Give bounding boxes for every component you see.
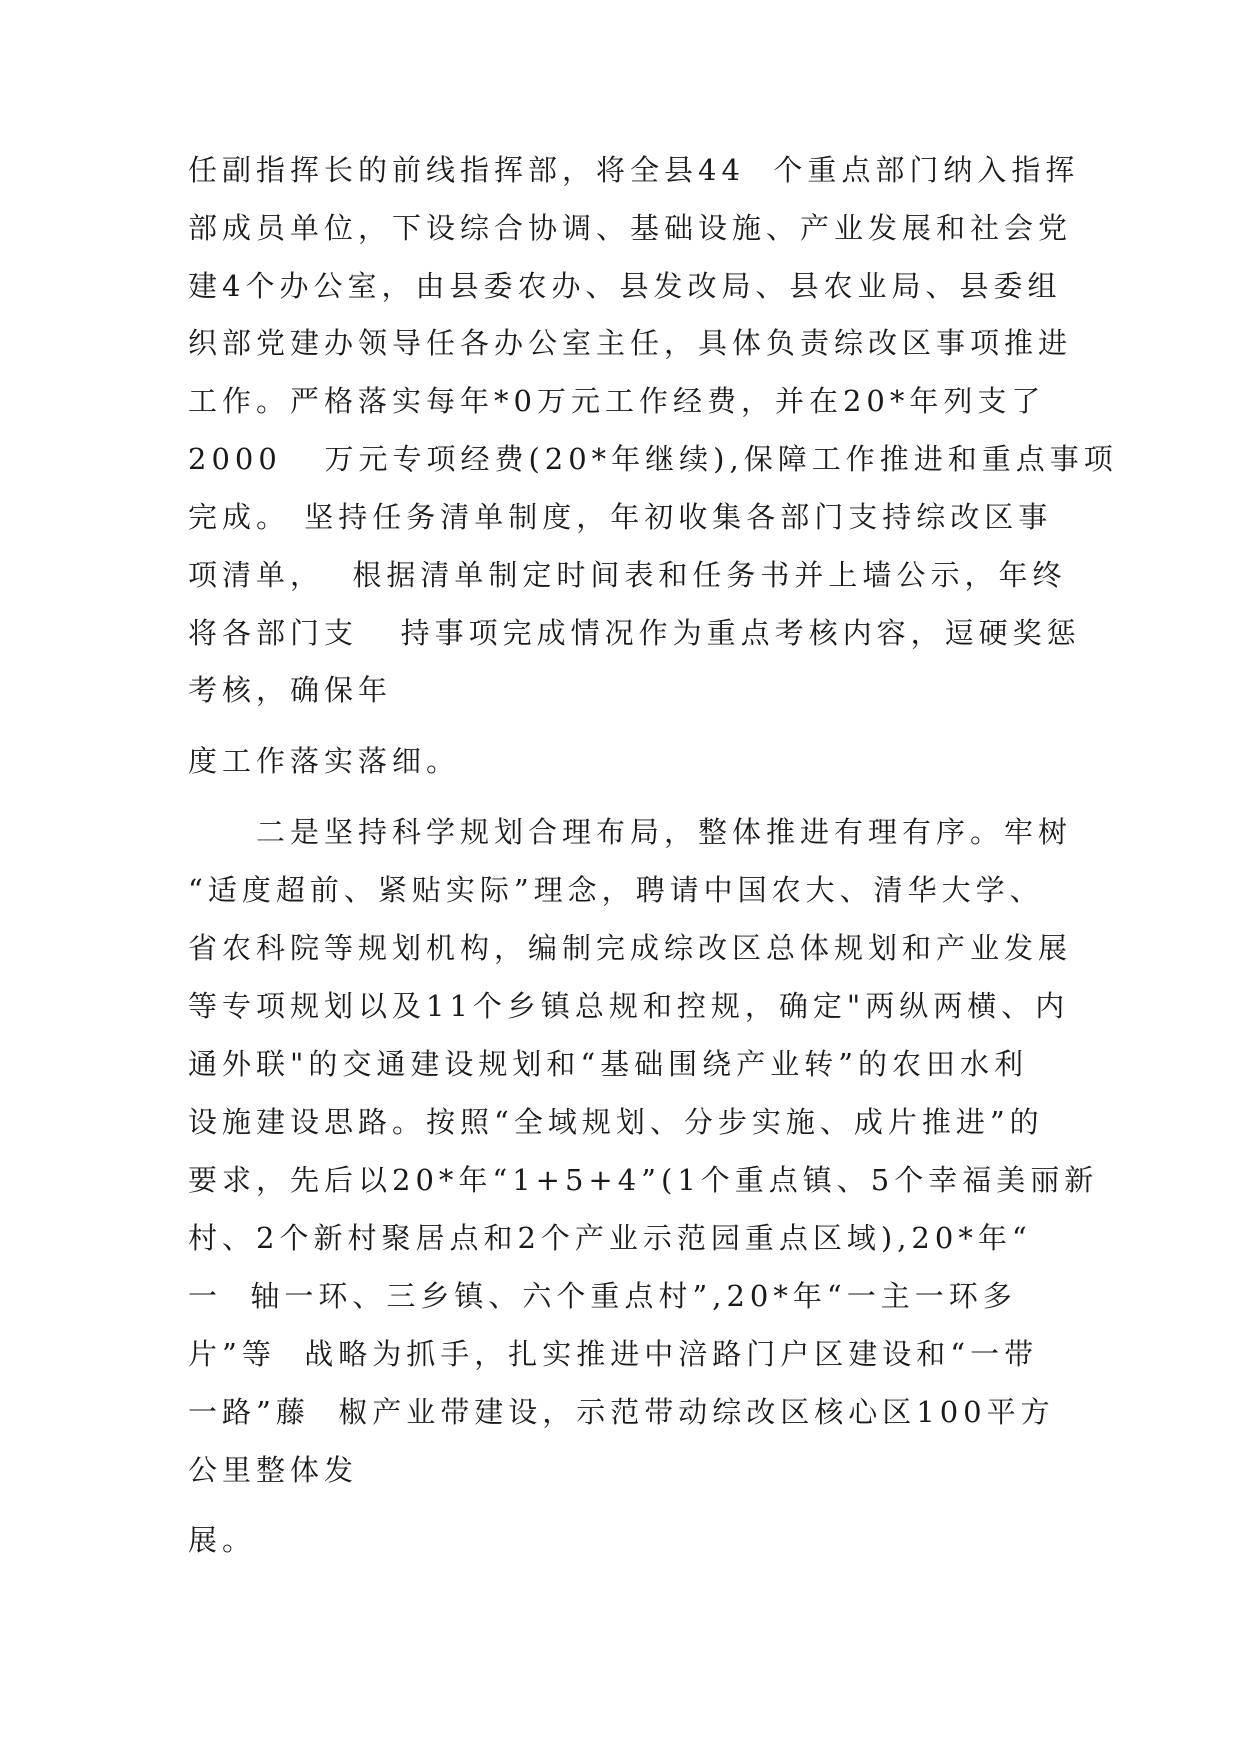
text-line: 工作。严格落实每年*0万元工作经费，并在20*年列支了	[188, 384, 1046, 418]
text-line: 部成员单位，下设综合协调、基础设施、产业发展和社会党	[188, 211, 1073, 245]
text-line: 要求，先后以20*年“1+5+4”(1个重点镇、5个幸福美丽新	[188, 1163, 1099, 1197]
text-line: 2000 万元专项经费(20*年继续),保障工作推进和重点事项	[188, 442, 1118, 476]
text-line: 公里整体发	[188, 1453, 359, 1487]
text-line: 片”等 战略为抓手，扎实推进中涪路门户区建设和“一带	[188, 1337, 1039, 1371]
text-line: 织部党建办领导任各办公室主任，具体负责综改区事项推进	[188, 326, 1073, 360]
text-line: “适度超前、紧贴实际”理念，聘请中国农大、清华大学、	[188, 873, 1044, 907]
text-line: 等专项规划以及11个乡镇总规和控规，确定"两纵两横、内	[188, 989, 1070, 1023]
paragraph-first-line: 二是坚持科学规划合理布局，整体推进有理有序。牢树	[188, 815, 1073, 849]
text-line: 度工作落实落细。	[188, 744, 461, 778]
text-line: 通外联"的交通建设规划和“基础围绕产业转”的农田水利	[188, 1047, 1028, 1081]
text-line: 考核，确保年	[188, 673, 393, 707]
text-line: 将各部门支 持事项完成情况作为重点考核内容，逗硬奖惩	[188, 616, 1081, 650]
text-line: 展。	[188, 1523, 257, 1557]
text-line: 设施建设思路。按照“全域规划、分步实施、成片推进”的	[188, 1105, 1044, 1139]
text-line: 一 轴一环、三乡镇、六个重点村”,20*年“一主一环多	[188, 1279, 1017, 1313]
text-line: 省农科院等规划机构，编制完成综改区总体规划和产业发展	[188, 931, 1073, 965]
text-line: 村、2个新村聚居点和2个产业示范园重点区域),20*年“	[188, 1221, 1032, 1255]
text-line: 任副指挥长的前线指挥部，将全县44 个重点部门纳入指挥	[188, 153, 1080, 187]
text-line: 一路”藤 椒产业带建设，示范带动综改区核心区100平方	[188, 1395, 1055, 1429]
text-line: 项清单， 根据清单制定时间表和任务书并上墙公示，年终	[188, 558, 1067, 592]
text-line: 完成。 坚持任务清单制度，年初收集各部门支持综改区事	[188, 500, 1053, 534]
text-line: 建4个办公室，由县委农办、县发改局、县农业局、县委组	[188, 269, 1062, 303]
